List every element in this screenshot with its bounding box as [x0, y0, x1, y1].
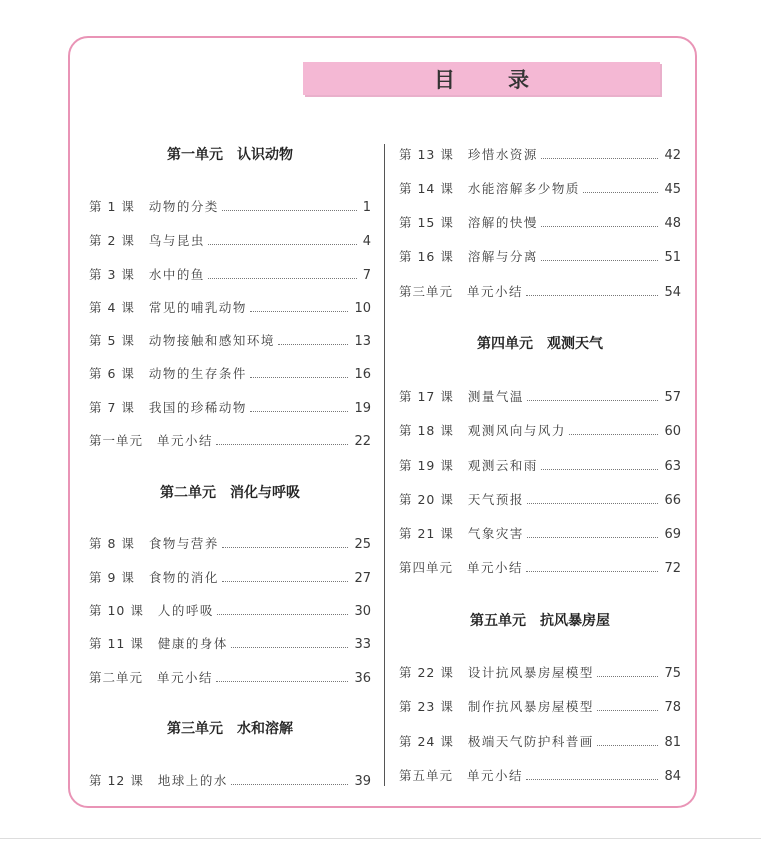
- toc-entry[interactable]: [399, 663, 681, 681]
- dot-leader: [222, 581, 349, 582]
- page-number: 66: [664, 493, 681, 508]
- lesson-title: 溶解的快慢: [467, 215, 538, 230]
- toc-entry[interactable]: [89, 634, 371, 652]
- dot-leader: [216, 681, 348, 682]
- page-bottom-rule: [0, 838, 761, 839]
- lesson-title: 地球上的水: [157, 773, 228, 788]
- dot-leader: [597, 676, 659, 677]
- unit-heading: 第四单元 观测天气: [477, 336, 603, 352]
- lesson-title: 单元小结: [467, 560, 524, 575]
- toc-entry[interactable]: [399, 213, 681, 231]
- page-number: 45: [664, 182, 681, 197]
- toc-entry[interactable]: [89, 668, 371, 686]
- dot-leader: [527, 400, 659, 401]
- lesson-number: 第 4 课: [89, 300, 135, 315]
- dot-leader: [231, 784, 349, 785]
- toc-entry[interactable]: [399, 179, 681, 197]
- page-number: 81: [664, 735, 681, 750]
- toc-entry[interactable]: [399, 145, 681, 163]
- page-number: 60: [664, 424, 681, 439]
- dot-leader: [217, 614, 349, 615]
- page-number: 33: [354, 637, 371, 652]
- lesson-number: 第 14 课: [399, 181, 454, 196]
- dot-leader: [541, 226, 659, 227]
- page-number: 13: [354, 334, 371, 349]
- dot-leader: [569, 434, 659, 435]
- lesson-title: 动物的生存条件: [148, 366, 247, 381]
- page-number: 42: [664, 148, 681, 163]
- lesson-number: 第 23 课: [399, 699, 454, 714]
- page-number: 63: [664, 459, 681, 474]
- toc-entry[interactable]: [89, 265, 371, 283]
- page-number: 19: [354, 401, 371, 416]
- toc-entry[interactable]: [399, 766, 681, 784]
- page-number: 39: [354, 774, 371, 789]
- page-number: 1: [362, 200, 371, 215]
- page-number: 10: [354, 301, 371, 316]
- lesson-number: 第二单元: [89, 670, 144, 685]
- dot-leader: [541, 158, 659, 159]
- lesson-number: 第 21 课: [399, 526, 454, 541]
- toc-entry[interactable]: [399, 247, 681, 265]
- lesson-title: 极端天气防护科普画: [467, 734, 594, 749]
- lesson-number: 第 7 课: [89, 400, 135, 415]
- dot-leader: [216, 444, 348, 445]
- toc-entry[interactable]: [89, 568, 371, 586]
- toc-entry[interactable]: [399, 524, 681, 542]
- lesson-number: 第 2 课: [89, 233, 135, 248]
- dot-leader: [231, 647, 349, 648]
- lesson-title: 食物的消化: [148, 570, 219, 585]
- dot-leader: [541, 469, 659, 470]
- page-number: 25: [354, 537, 371, 552]
- dot-leader: [250, 377, 349, 378]
- lesson-title: 食物与营养: [148, 536, 219, 551]
- lesson-number: 第 15 课: [399, 215, 454, 230]
- toc-entry[interactable]: [399, 421, 681, 439]
- lesson-title: 气象灾害: [467, 526, 524, 541]
- lesson-title: 溶解与分离: [467, 249, 538, 264]
- lesson-number: 第 17 课: [399, 389, 454, 404]
- page-number: 30: [354, 604, 371, 619]
- toc-entry[interactable]: [89, 364, 371, 382]
- dot-leader: [597, 710, 659, 711]
- unit-heading: 第一单元 认识动物: [167, 147, 293, 163]
- dot-leader: [597, 745, 659, 746]
- toc-entry[interactable]: [89, 197, 371, 215]
- lesson-title: 单元小结: [157, 670, 214, 685]
- lesson-title: 单元小结: [467, 768, 524, 783]
- dot-leader: [250, 311, 349, 312]
- lesson-number: 第五单元: [399, 768, 454, 783]
- dot-leader: [526, 571, 658, 572]
- lesson-title: 动物接触和感知环境: [148, 333, 275, 348]
- page-number: 57: [664, 390, 681, 405]
- page-number: 51: [664, 250, 681, 265]
- page-number: 78: [664, 700, 681, 715]
- dot-leader: [526, 779, 658, 780]
- dot-leader: [250, 411, 349, 412]
- lesson-title: 我国的珍稀动物: [148, 400, 247, 415]
- toc-entry[interactable]: [399, 732, 681, 750]
- lesson-title: 常见的哺乳动物: [148, 300, 247, 315]
- page-number: 4: [362, 234, 371, 249]
- toc-entry[interactable]: [89, 231, 371, 249]
- lesson-title: 制作抗风暴房屋模型: [467, 699, 594, 714]
- lesson-number: 第一单元: [89, 433, 144, 448]
- lesson-number: 第 3 课: [89, 267, 135, 282]
- lesson-number: 第 8 课: [89, 536, 135, 551]
- toc-entry[interactable]: [399, 558, 681, 576]
- toc-entry[interactable]: [89, 398, 371, 416]
- toc-entry[interactable]: [399, 387, 681, 405]
- lesson-number: 第 9 课: [89, 570, 135, 585]
- lesson-number: 第 19 课: [399, 458, 454, 473]
- dot-leader: [527, 503, 659, 504]
- lesson-title: 珍惜水资源: [467, 147, 538, 162]
- dot-leader: [208, 244, 357, 245]
- lesson-title: 测量气温: [467, 389, 524, 404]
- lesson-title: 设计抗风暴房屋模型: [467, 665, 594, 680]
- lesson-number: 第 18 课: [399, 423, 454, 438]
- dot-leader: [541, 260, 659, 261]
- lesson-number: 第 1 课: [89, 199, 135, 214]
- lesson-number: 第 11 课: [89, 636, 144, 651]
- unit-heading: 第三单元 水和溶解: [167, 721, 293, 737]
- toc-entry[interactable]: [89, 331, 371, 349]
- page-number: 72: [664, 561, 681, 576]
- page-number: 48: [664, 216, 681, 231]
- lesson-number: 第三单元: [399, 284, 454, 299]
- page-number: 7: [362, 268, 371, 283]
- dot-leader: [222, 547, 349, 548]
- toc-title-bar: [303, 62, 660, 95]
- lesson-title: 天气预报: [467, 492, 524, 507]
- toc-entry[interactable]: [89, 771, 371, 789]
- lesson-number: 第 20 课: [399, 492, 454, 507]
- toc-entry[interactable]: [89, 534, 371, 552]
- dot-leader: [222, 210, 357, 211]
- toc-entry[interactable]: [399, 490, 681, 508]
- page-number: 16: [354, 367, 371, 382]
- dot-leader: [208, 278, 357, 279]
- lesson-number: 第 22 课: [399, 665, 454, 680]
- lesson-number: 第 5 课: [89, 333, 135, 348]
- lesson-title: 鸟与昆虫: [148, 233, 205, 248]
- lesson-number: 第 12 课: [89, 773, 144, 788]
- toc-entry[interactable]: [399, 697, 681, 715]
- page-number: 84: [664, 769, 681, 784]
- lesson-title: 单元小结: [157, 433, 214, 448]
- toc-entry[interactable]: [89, 601, 371, 619]
- page-number: 22: [354, 434, 371, 449]
- page-number: 27: [354, 571, 371, 586]
- lesson-title: 水能溶解多少物质: [467, 181, 580, 196]
- lesson-number: 第 10 课: [89, 603, 144, 618]
- unit-heading: 第五单元 抗风暴房屋: [470, 613, 610, 629]
- toc-title: 目 录: [434, 67, 545, 92]
- lesson-number: 第 13 课: [399, 147, 454, 162]
- lesson-number: 第 6 课: [89, 366, 135, 381]
- lesson-title: 人的呼吸: [157, 603, 214, 618]
- unit-heading: 第二单元 消化与呼吸: [160, 485, 300, 501]
- toc-entry[interactable]: [89, 431, 371, 449]
- toc-entry[interactable]: [399, 282, 681, 300]
- dot-leader: [527, 537, 659, 538]
- lesson-title: 观测云和雨: [467, 458, 538, 473]
- column-divider: [384, 144, 385, 786]
- dot-leader: [583, 192, 659, 193]
- dot-leader: [526, 295, 658, 296]
- page-number: 75: [664, 666, 681, 681]
- lesson-title: 健康的身体: [157, 636, 228, 651]
- lesson-number: 第 16 课: [399, 249, 454, 264]
- lesson-title: 水中的鱼: [148, 267, 205, 282]
- dot-leader: [278, 344, 349, 345]
- lesson-title: 观测风向与风力: [467, 423, 566, 438]
- toc-entry[interactable]: [89, 298, 371, 316]
- toc-entry[interactable]: [399, 456, 681, 474]
- page-number: 54: [664, 285, 681, 300]
- lesson-title: 动物的分类: [148, 199, 219, 214]
- lesson-title: 单元小结: [467, 284, 524, 299]
- lesson-number: 第 24 课: [399, 734, 454, 749]
- lesson-number: 第四单元: [399, 560, 454, 575]
- page-number: 36: [354, 671, 371, 686]
- page-number: 69: [664, 527, 681, 542]
